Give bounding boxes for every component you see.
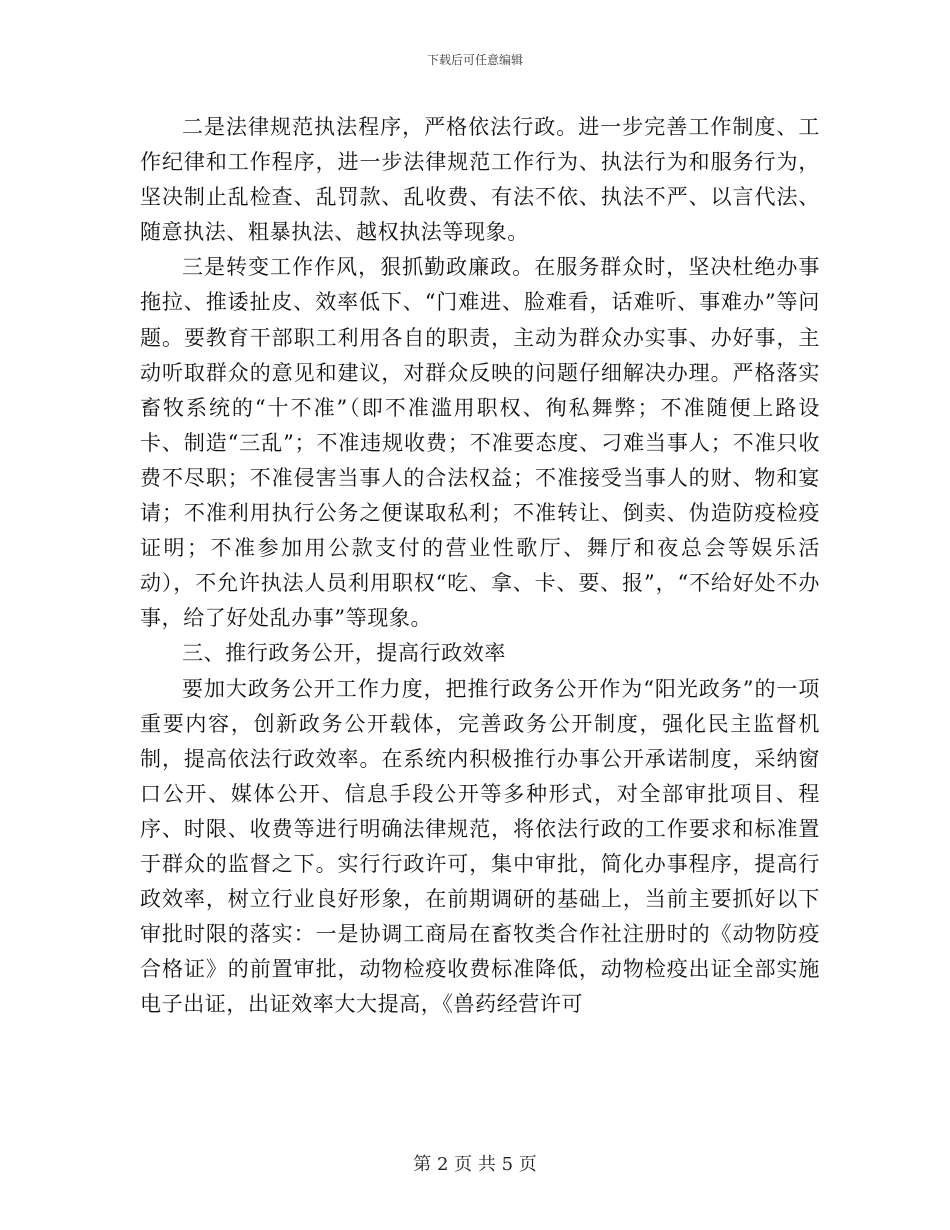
page-number: 第 2 页 共 5 页	[413, 1154, 537, 1175]
paragraph-work-style: 三是转变工作作风，狠抓勤政廉政。在服务群众时，坚决杜绝办事拖拉、推诿扯皮、效率低下、“门难进、脸难看，话难听、事难办”等问题。要教育干部职工利用各自的职责，主动为群众办实事、办好事，主动听取群众的意见和建议，对群众反映的问题仔细解决办理。严格落实畜牧系统的“十不准”（即不准滥用职权、徇私舞弊；不准随便上路设卡、制造“三乱”；不准违规收费；不准要态度、刁难当事人；不准只收费不尽职；不准侵害当事人的合法权益；不准接受当事人的财、物和宴请；不准利用执行公务之便谋取私利；不准转让、倒卖、伪造防疫检疫证明；不准参加用公款支付的营业性歌厅、舞厅和夜总会等娱乐活动），不允许执法人员利用职权“吃、拿、卡、要、报”，“不给好处不办事，给了好处乱办事”等现象。	[140, 255, 820, 631]
header-note: 下载后可任意编辑	[426, 53, 523, 67]
paragraph-government-affairs: 要加大政务公开工作力度，把推行政务公开作为“阳光政务”的一项重要内容，创新政务公开载体，完善政务公开制度，强化民主监督机制，提高依法行政效率。在系统内积极推行办事公开承诺制度，采纳窗口公开、媒体公开、信息手段公开等多种形式，对全部审批项目、程序、时限、收费等进行明确法律规范，将依法行政的工作要求和标准置于群众的监督之下。实行行政许可，集中审批，简化办事程序，提高行政效率，树立行业良好形象，在前期调研的基础上，当前主要抓好以下审批时限的落实：一是协调工商局在畜牧类合作社注册时的《动物防疫合格证》的前置审批，动物检疫收费标准降低，动物检疫出证全部实施电子出证，出证效率大大提高，《兽药经营许可	[140, 676, 820, 1017]
paragraph-law-enforcement: 二是法律规范执法程序，严格依法行政。进一步完善工作制度、工作纪律和工作程序，进一步法律规范工作行为、执法行为和服务行为，坚决制止乱检查、乱罚款、乱收费、有法不依、执法不严、以言代法、随意执法、粗暴执法、越权执法等现象。	[140, 115, 820, 245]
document-body	[140, 110, 820, 1022]
section-heading-government-affairs: 三、推行政务公开，提高行政效率	[182, 641, 506, 666]
